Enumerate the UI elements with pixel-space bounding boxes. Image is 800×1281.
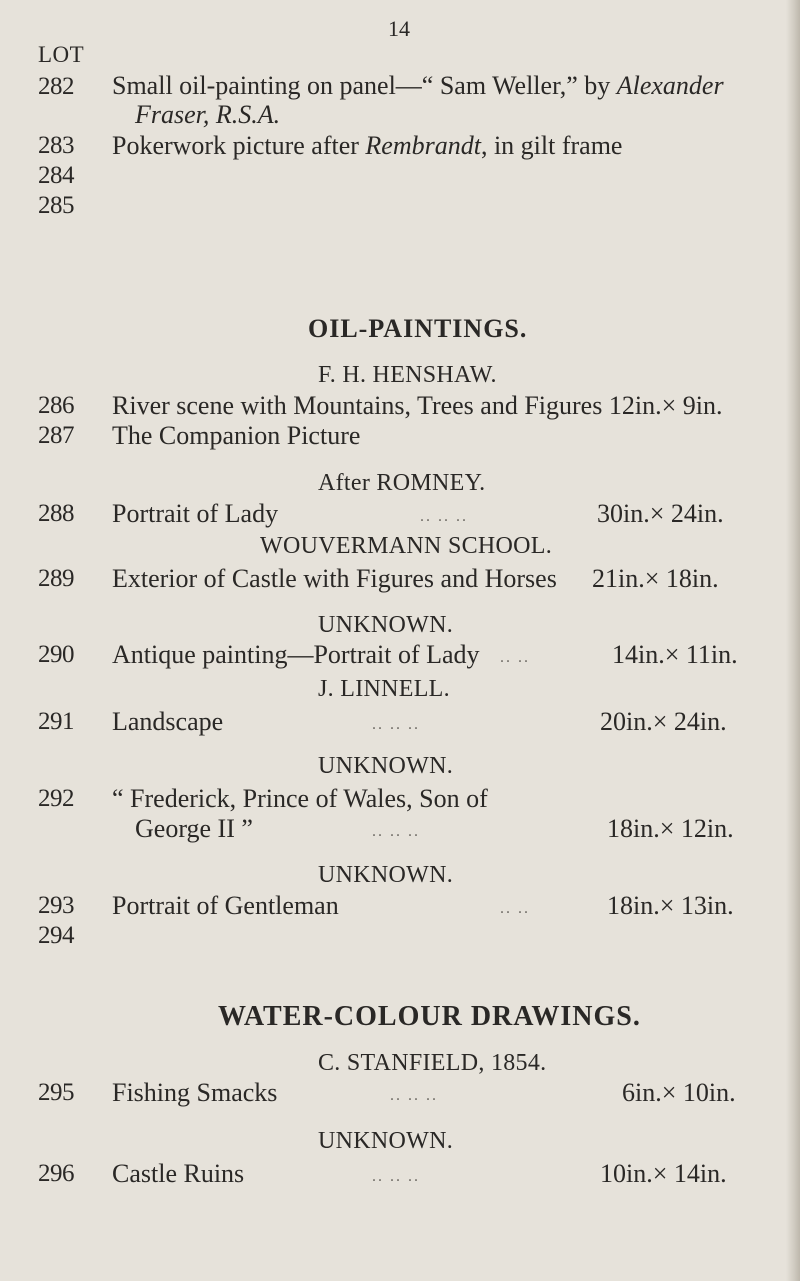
- leader-dots: .. ..: [500, 649, 530, 666]
- section-heading-water-colour: WATER-COLOUR DRAWINGS.: [218, 1001, 641, 1032]
- lot-number: 282: [38, 73, 74, 100]
- artist-heading: F. H. HENSHAW.: [318, 362, 497, 388]
- lot-column-header: LOT: [38, 42, 85, 67]
- lot-number: 294: [38, 922, 74, 949]
- lot-description: River scene with Mountains, Trees and Figures 12in.× 9in.: [112, 391, 723, 420]
- lot-description: Castle Ruins: [112, 1159, 245, 1188]
- lot-description: Antique painting—Portrait of Lady: [112, 640, 480, 669]
- lot-number: 288: [38, 500, 74, 527]
- lot-number: 291: [38, 708, 74, 735]
- lot-description: Portrait of Gentleman: [112, 891, 339, 920]
- artist-heading: UNKNOWN.: [318, 753, 454, 779]
- artist-heading: C. STANFIELD, 1854.: [318, 1050, 547, 1076]
- lot-description: Pokerwork picture after Rembrandt, in gilt frame: [112, 131, 623, 160]
- leader-dots: .. .. ..: [420, 508, 468, 525]
- lot-description: Fishing Smacks: [112, 1078, 278, 1107]
- lot-description: Portrait of Lady: [112, 499, 279, 528]
- lot-dimensions: 30in.× 24in.: [597, 499, 724, 528]
- leader-dots: .. .. ..: [372, 823, 420, 840]
- lot-dimensions: 18in.× 13in.: [607, 891, 734, 920]
- page-number: 14: [388, 16, 410, 41]
- artist-heading: UNKNOWN.: [318, 612, 454, 638]
- lot-dimensions: 6in.× 10in.: [622, 1078, 736, 1107]
- lot-number: 293: [38, 892, 74, 919]
- lot-description: “ Frederick, Prince of Wales, Son of: [112, 784, 488, 813]
- lot-number: 286: [38, 392, 74, 419]
- lot-description: The Companion Picture: [112, 421, 361, 450]
- leader-dots: .. .. ..: [372, 1168, 420, 1185]
- lot-dimensions: 20in.× 24in.: [600, 707, 727, 736]
- leader-dots: .. .. ..: [372, 716, 420, 733]
- lot-dimensions: 18in.× 12in.: [607, 814, 734, 843]
- lot-number: 295: [38, 1079, 74, 1106]
- lot-number: 296: [38, 1160, 74, 1187]
- lot-description: Landscape: [112, 707, 224, 736]
- lot-number: 289: [38, 565, 74, 592]
- lot-number: 287: [38, 422, 74, 449]
- lot-dimensions: 14in.× 11in.: [612, 640, 738, 669]
- lot-dimensions: 10in.× 14in.: [600, 1159, 727, 1188]
- lot-dimensions: 21in.× 18in.: [592, 564, 719, 593]
- lot-number: 292: [38, 785, 74, 812]
- lot-number: 285: [38, 192, 74, 219]
- lot-description: Exterior of Castle with Figures and Horses: [112, 564, 557, 593]
- lot-description-cont: George II ”: [135, 814, 253, 843]
- lot-description: Small oil-painting on panel—“ Sam Weller,” by Alexander: [112, 71, 724, 100]
- lot-number: 284: [38, 162, 74, 189]
- lot-description-cont: Fraser, R.S.A.: [135, 100, 281, 129]
- page-edge-shadow: [786, 0, 800, 1281]
- artist-heading: J. LINNELL.: [318, 676, 450, 702]
- artist-heading: UNKNOWN.: [318, 862, 454, 888]
- lot-number: 290: [38, 641, 74, 668]
- artist-heading: WOUVERMANN SCHOOL.: [260, 533, 553, 559]
- lot-number: 283: [38, 132, 74, 159]
- artist-heading: UNKNOWN.: [318, 1128, 454, 1154]
- artist-heading: After ROMNEY.: [318, 470, 486, 496]
- section-heading-oil-paintings: OIL-PAINTINGS.: [308, 314, 528, 343]
- leader-dots: .. ..: [500, 900, 530, 917]
- leader-dots: .. .. ..: [390, 1087, 438, 1104]
